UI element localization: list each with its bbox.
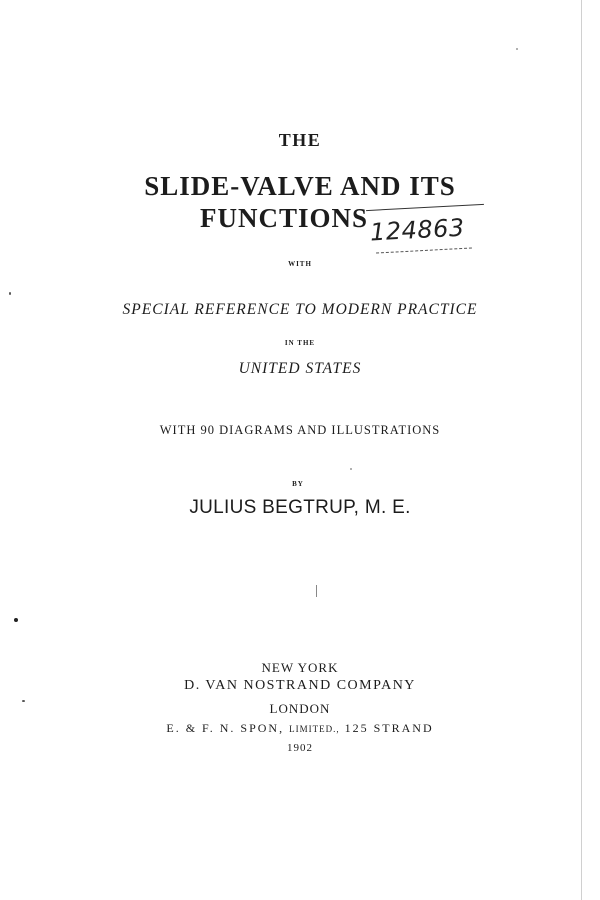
spon-address: 125 STRAND [344, 721, 434, 735]
imprint-publisher-van-nostrand: D. VAN NOSTRAND COMPANY [184, 678, 416, 693]
title-article: THE [278, 130, 322, 150]
ink-speck [22, 700, 25, 702]
book-title-line-2: FUNCTIONS [199, 203, 369, 233]
imprint-city-london: LONDON [269, 701, 331, 716]
illustrations-note: WITH 90 DIAGRAMS AND ILLUSTRATIONS [159, 423, 441, 437]
accession-underline-bottom [376, 247, 472, 253]
ink-speck [316, 585, 317, 597]
ink-speck [9, 292, 11, 295]
by-label: BY [292, 480, 304, 488]
ink-speck [14, 618, 18, 622]
author-name: JULIUS BEGTRUP, M. E. [189, 497, 411, 518]
imprint-city-new-york: NEW YORK [261, 660, 339, 675]
ink-speck [350, 468, 352, 470]
country: UNITED STATES [238, 360, 362, 377]
book-title-line-1: SLIDE-VALVE AND ITS [144, 171, 456, 201]
in-the-label: IN THE [284, 339, 316, 347]
imprint-publisher-spon [0, 721, 600, 736]
with-label: WITH [288, 260, 312, 268]
spon-limited: LIMITED., [289, 724, 340, 734]
subtitle: SPECIAL REFERENCE TO MODERN PRACTICE [122, 301, 478, 318]
handwritten-accession-number: 124863 [369, 213, 466, 247]
ink-speck [516, 48, 518, 50]
spon-name: E. & F. N. SPON, [166, 721, 285, 735]
imprint-year: 1902 [287, 742, 313, 754]
